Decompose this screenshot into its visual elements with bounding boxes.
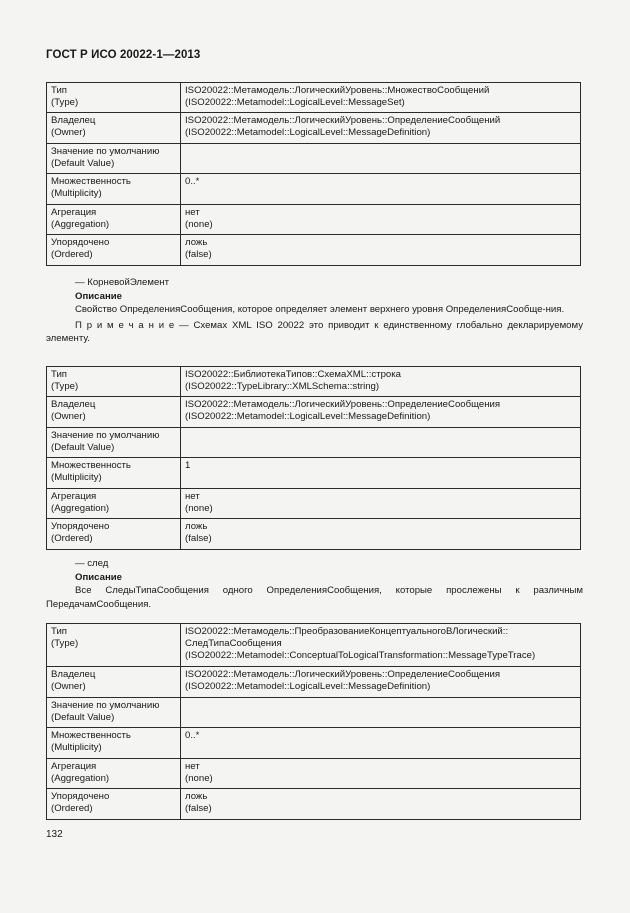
property-value: 1 bbox=[185, 460, 191, 471]
table-row bbox=[47, 519, 581, 550]
property-name-en: (Multiplicity) bbox=[51, 472, 102, 484]
property-value: нет bbox=[185, 207, 200, 218]
property-value-en: (ISO20022::Metamodel::ConceptualToLogicalTransformation::MessageTypeTrace) bbox=[185, 650, 536, 662]
property-name: Владелец bbox=[51, 115, 96, 126]
property-name-cell bbox=[47, 174, 181, 205]
property-value-cell bbox=[181, 698, 581, 728]
property-name: Значение по умолчанию bbox=[51, 700, 160, 711]
properties-table-trace bbox=[46, 623, 581, 820]
property-value-en: (ISO20022::TypeLibrary::XMLSchema::string) bbox=[185, 381, 380, 393]
description-heading: Описание bbox=[75, 571, 122, 583]
property-value-cell bbox=[181, 83, 581, 113]
note-label: П р и м е ч а н и е bbox=[75, 319, 175, 331]
property-value-cell bbox=[181, 205, 581, 235]
property-name-cell bbox=[47, 144, 181, 174]
property-value-cell bbox=[181, 458, 581, 489]
property-value: ISO20022::Метамодель::ЛогическийУровень::ОпределениеСообщения bbox=[185, 669, 501, 680]
property-name-en: (Type) bbox=[51, 381, 79, 393]
table-row bbox=[47, 458, 581, 489]
table-row bbox=[47, 113, 581, 144]
property-name-cell bbox=[47, 83, 181, 113]
property-value-cell bbox=[181, 789, 581, 820]
property-value-en: (ISO20022::Metamodel::LogicalLevel::MessageSet) bbox=[185, 97, 405, 109]
property-value: ISO20022::Метамодель::ЛогическийУровень::МножествоСообщений bbox=[185, 85, 490, 96]
property-value-cell bbox=[181, 667, 581, 698]
table-row bbox=[47, 698, 581, 728]
description-body: Все СледыТипаСообщения одного ОпределенияСообщения, которые прослежены к различным ПередачамСообщения. bbox=[46, 585, 583, 610]
property-name-en: (Aggregation) bbox=[51, 219, 110, 231]
property-value: ISO20022::Метамодель::ЛогическийУровень::ОпределениеСообщений bbox=[185, 115, 501, 126]
properties-table-message-set bbox=[46, 82, 581, 266]
element-title: — след bbox=[75, 558, 109, 569]
property-name: Множественность bbox=[51, 176, 131, 187]
property-name-en: (Owner) bbox=[51, 127, 86, 139]
table-row bbox=[47, 235, 581, 266]
property-name-en: (Default Value) bbox=[51, 712, 115, 724]
property-name-cell bbox=[47, 428, 181, 458]
property-name-en: (Aggregation) bbox=[51, 773, 110, 785]
property-name-cell bbox=[47, 519, 181, 550]
property-name-en: (Default Value) bbox=[51, 442, 115, 454]
property-value-cell bbox=[181, 519, 581, 550]
table-row bbox=[47, 397, 581, 428]
property-name: Тип bbox=[51, 369, 67, 380]
property-value-en: (none) bbox=[185, 219, 213, 231]
property-value-cell bbox=[181, 489, 581, 519]
property-name: Агрегация bbox=[51, 491, 97, 502]
property-value-en: (false) bbox=[185, 533, 212, 545]
property-value: ложь bbox=[185, 521, 208, 532]
property-name-cell bbox=[47, 789, 181, 820]
property-name-en: (Ordered) bbox=[51, 249, 93, 261]
property-value: ISO20022::БиблиотекаТипов::СхемаXML::строка bbox=[185, 369, 402, 380]
property-name: Упорядочено bbox=[51, 521, 110, 532]
property-name: Значение по умолчанию bbox=[51, 146, 160, 157]
property-name-cell bbox=[47, 759, 181, 789]
property-value: нет bbox=[185, 761, 200, 772]
property-name-cell bbox=[47, 489, 181, 519]
property-name: Агрегация bbox=[51, 761, 97, 772]
property-name-en: (Type) bbox=[51, 638, 79, 650]
property-name-en: (Owner) bbox=[51, 411, 86, 423]
property-name: Множественность bbox=[51, 460, 131, 471]
property-name: Владелец bbox=[51, 399, 96, 410]
property-name-en: (Ordered) bbox=[51, 803, 93, 815]
property-name-en: (Ordered) bbox=[51, 533, 93, 545]
property-name-cell bbox=[47, 235, 181, 266]
property-value: ложь bbox=[185, 237, 208, 248]
note-paragraph bbox=[46, 319, 583, 346]
property-name-en: (Type) bbox=[51, 97, 79, 109]
table-row bbox=[47, 667, 581, 698]
property-value-en: (none) bbox=[185, 503, 213, 515]
page-number: 132 bbox=[46, 829, 63, 840]
section-root-element bbox=[46, 276, 583, 346]
property-value: ложь bbox=[185, 791, 208, 802]
property-name-en: (Owner) bbox=[51, 681, 86, 693]
property-name-cell bbox=[47, 397, 181, 428]
property-name-cell bbox=[47, 458, 181, 489]
property-name-cell bbox=[47, 728, 181, 759]
property-name-cell bbox=[47, 698, 181, 728]
description-text bbox=[46, 303, 583, 317]
property-value-en: (ISO20022::Metamodel::LogicalLevel::MessageDefinition) bbox=[185, 681, 431, 693]
note-text: — Схемах XML ISO 20022 это приводит к единственному глобально декларируемому элементу. bbox=[46, 319, 584, 345]
property-value-cont: СледТипаСообщения bbox=[185, 638, 282, 650]
description-text bbox=[46, 584, 583, 611]
table-row bbox=[47, 205, 581, 235]
property-name-cell bbox=[47, 205, 181, 235]
property-name-cell bbox=[47, 667, 181, 698]
property-name: Тип bbox=[51, 626, 67, 637]
property-name: Владелец bbox=[51, 669, 96, 680]
property-value-cell bbox=[181, 397, 581, 428]
property-value: 0..* bbox=[185, 176, 200, 187]
property-value-cell bbox=[181, 113, 581, 144]
property-name-cell bbox=[47, 113, 181, 144]
property-name-cell bbox=[47, 367, 181, 397]
property-value-en: (ISO20022::Metamodel::LogicalLevel::MessageDefinition) bbox=[185, 127, 431, 139]
properties-table-root-element bbox=[46, 366, 581, 550]
property-value-en: (false) bbox=[185, 249, 212, 261]
description-body: Свойство ОпределенияСообщения, которое определяет элемент верхнего уровня ОпределенияСообще-ния. bbox=[75, 304, 565, 316]
property-value-cell bbox=[181, 235, 581, 266]
property-value-cell bbox=[181, 728, 581, 759]
property-name: Множественность bbox=[51, 730, 131, 741]
element-title: — КорневойЭлемент bbox=[75, 277, 169, 288]
property-value-cell bbox=[181, 428, 581, 458]
property-name: Упорядочено bbox=[51, 237, 110, 248]
property-value: 0..* bbox=[185, 730, 200, 741]
property-name: Агрегация bbox=[51, 207, 97, 218]
property-value-en: (ISO20022::Metamodel::LogicalLevel::MessageDefinition) bbox=[185, 411, 431, 423]
table-row bbox=[47, 624, 581, 667]
table-row bbox=[47, 83, 581, 113]
table-row bbox=[47, 144, 581, 174]
section-trace bbox=[46, 557, 583, 611]
property-value: ISO20022::Метамодель::ПреобразованиеКонцептуальногоВЛогический:: bbox=[185, 626, 509, 637]
property-value: ISO20022::Метамодель::ЛогическийУровень::ОпределениеСообщения bbox=[185, 399, 501, 410]
property-name-en: (Multiplicity) bbox=[51, 188, 102, 200]
property-name: Упорядочено bbox=[51, 791, 110, 802]
table-row bbox=[47, 489, 581, 519]
property-name-en: (Default Value) bbox=[51, 158, 115, 170]
table-row bbox=[47, 789, 581, 820]
property-value-cell bbox=[181, 759, 581, 789]
property-name-cell bbox=[47, 624, 181, 667]
property-value-cell bbox=[181, 144, 581, 174]
property-name-en: (Multiplicity) bbox=[51, 742, 102, 754]
property-name: Значение по умолчанию bbox=[51, 430, 160, 441]
property-value-en: (none) bbox=[185, 773, 213, 785]
property-name: Тип bbox=[51, 85, 67, 96]
table-row bbox=[47, 728, 581, 759]
description-heading: Описание bbox=[75, 290, 122, 302]
table-row bbox=[47, 428, 581, 458]
document-header: ГОСТ Р ИСО 20022-1—2013 bbox=[46, 49, 201, 61]
property-value-en: (false) bbox=[185, 803, 212, 815]
property-value: нет bbox=[185, 491, 200, 502]
table-row bbox=[47, 174, 581, 205]
table-row bbox=[47, 759, 581, 789]
property-value-cell bbox=[181, 174, 581, 205]
property-name-en: (Aggregation) bbox=[51, 503, 110, 515]
table-row bbox=[47, 367, 581, 397]
property-value-cell bbox=[181, 367, 581, 397]
property-value-cell bbox=[181, 624, 581, 667]
